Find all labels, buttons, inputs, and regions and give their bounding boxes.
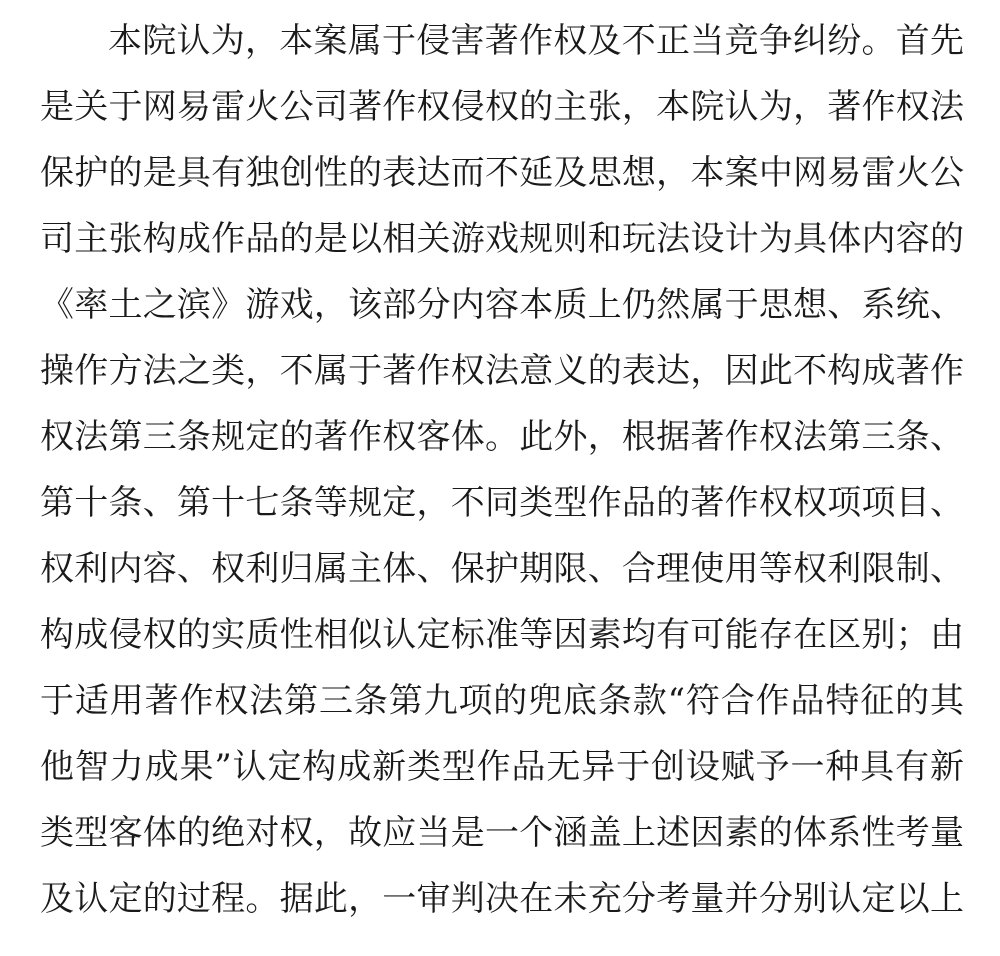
paragraph-line-14: 及认定的过程。据此，一审判决在未充分考量并分别认定以上 <box>40 879 964 919</box>
paragraph-line-9: 权利内容、权利归属主体、保护期限、合理使用等权利限制、 <box>40 549 964 589</box>
paragraph-line-8: 第十条、第十七条等规定，不同类型作品的著作权权项项目、 <box>40 483 964 523</box>
paragraph-line-10: 构成侵权的实质性相似认定标准等因素均有可能存在区别；由 <box>40 615 964 655</box>
paragraph-line-12: 他智力成果”认定构成新类型作品无异于创设赋予一种具有新 <box>40 747 964 787</box>
paragraph-line-1: 本院认为，本案属于侵害著作权及不正当竞争纠纷。首先 <box>108 21 964 61</box>
paragraph-line-4: 司主张构成作品的是以相关游戏规则和玩法设计为具体内容的 <box>40 219 964 259</box>
paragraph-line-13: 类型客体的绝对权，故应当是一个涵盖上述因素的体系性考量 <box>40 813 964 853</box>
paragraph-line-11: 于适用著作权法第三条第九项的兜底条款“符合作品特征的其 <box>40 681 964 721</box>
paragraph-line-5: 《率土之滨》游戏，该部分内容本质上仍然属于思想、系统、 <box>40 285 964 325</box>
paragraph-line-3: 保护的是具有独创性的表达而不延及思想，本案中网易雷火公 <box>40 153 964 193</box>
paragraph-line-2: 是关于网易雷火公司著作权侵权的主张，本院认为，著作权法 <box>40 87 964 127</box>
paragraph-line-7: 权法第三条规定的著作权客体。此外，根据著作权法第三条、 <box>40 417 964 457</box>
paragraph-line-6: 操作方法之类，不属于著作权法意义的表达，因此不构成著作 <box>40 351 964 391</box>
